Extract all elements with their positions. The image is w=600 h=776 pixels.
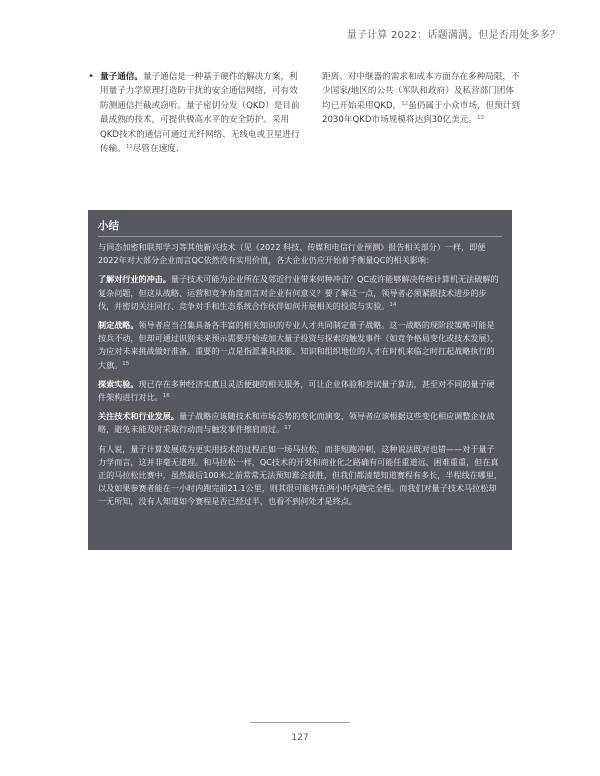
summary-item	[98, 319, 502, 372]
footer-divider	[250, 722, 350, 723]
summary-item-lead: 了解对行业的冲击。	[98, 274, 171, 285]
left-column-text: 量子通信是一种基于硬件的解决方案，利用量子力学原理打造防干扰的安全通信网络，可有效防测通信拦截或窃听。量子密钥分发（QKD）是目前最成熟的技术，可提供极高水平的安全防护。采用QKD技术的通信可通过光纤网络、无线电或卫星进行传输。	[100, 72, 300, 155]
summary-item-lead: 制定战略。	[98, 320, 139, 331]
summary-item-lead: 探索实验。	[98, 378, 139, 389]
summary-item-text: 领导者应当召集具备各丰富的相关知识的专业人才共同制定量子战略。这一战略的现阶段策略可能是按兵不动，但却可通过识别未来预示需要开始或加大量子投资与探索的触发事件（如竞争格局变化或技术发展），为应对未来挑战做好准备。重要的一点是指派兼具技能、知识和组织地位的人才在时机来临之时扛起战略执行的大旗。	[98, 320, 499, 370]
summary-item	[98, 410, 502, 436]
footnote-ref[interactable]: 14	[389, 301, 397, 308]
left-column-tail: 尽管在速度、	[132, 144, 185, 155]
bullet-icon: •	[88, 71, 94, 82]
summary-item-text: 量子战略应该随技术和市场态势的变化而演变，领导者应该根据这些变化相应调整企业战略，避免未能及时采取行动而与触发事件擦肩而过。	[98, 411, 495, 435]
footnote-ref[interactable]: 17	[284, 425, 292, 432]
page-number: 127	[291, 733, 309, 743]
footnote-ref[interactable]: 13	[476, 115, 484, 122]
right-column	[322, 70, 522, 128]
footnote-ref[interactable]: 16	[162, 393, 170, 400]
right-column-text: 距离、对中继器的需求和成本方面存在多种局限，不少国家/地区的公共（军队和政府）及私营部门团体均已开始采用QKD，	[322, 72, 520, 111]
right-column-text-2: 虽仍属于小众市场，但预计到2030年QKD市场规模将达到30亿美元。	[322, 100, 520, 126]
running-header: 量子计算 2022：话题满满，但是否用处多多？	[346, 30, 560, 41]
summary-item	[98, 273, 502, 313]
footnote-ref[interactable]: 15	[122, 360, 130, 367]
summary-item-text: 量子技术可能为企业所在及邻近行业带来何种冲击？QC或许能够解决传统计算机无法破解的复杂问题，但这从战略、运营和竞争角度而言对企业有何意义？要了解这一点，领导者必须紧跟技术进步的步伐，并密切关注同行、竞争对手和生态系统合作伙伴如何开展相关的投资与实验。	[98, 274, 499, 311]
summary-item-text: 现已存在多种经济实惠且灵活便捷的相关服务，可让企业体验和尝试量子算法，甚至对不同的量子硬件架构进行对比。	[98, 378, 495, 403]
left-column	[88, 70, 305, 156]
footnote-ref[interactable]: 12	[401, 100, 409, 107]
summary-intro: 与同态加密和联邦学习等其他新兴技术（见《2022 科技、传媒和电信行业预测》报告相关部分）一样，即便2022年对大部分企业而言QC依然没有实用价值，各大企业仍应开始着手衡量QC的相关影响：	[98, 242, 486, 266]
summary-item	[98, 378, 502, 404]
summary-title: 小结	[98, 218, 502, 237]
summary-item-lead: 关注技术和行业发展。	[98, 411, 179, 422]
footnote-ref[interactable]: 11	[125, 144, 133, 151]
summary-box	[88, 210, 512, 550]
summary-closing: 有人说，量子计算发展成为更实用技术的过程正如一场马拉松，而非短跑冲刺，这种说法既对也错——对于量子力学而言，这并非毫无道理。和马拉松一样，QC技术的开发和商业化之路确有可能任重道远、困难重重，但在真正的马拉松比赛中，虽然最后100米之前常常无法预知谁会获胜，但我们都清楚知道赛程有多长，半程线在哪里，以及如果参赛者能在一小时内跑完前21.1公里，则其很可能将在两小时内跑完全程。而我们对量子技术马拉松却一无所知，没有人知道如今赛程是否已经过半，也看不到何处才是终点。	[98, 443, 502, 507]
bullet-lead: 量子通信。	[100, 72, 143, 82]
